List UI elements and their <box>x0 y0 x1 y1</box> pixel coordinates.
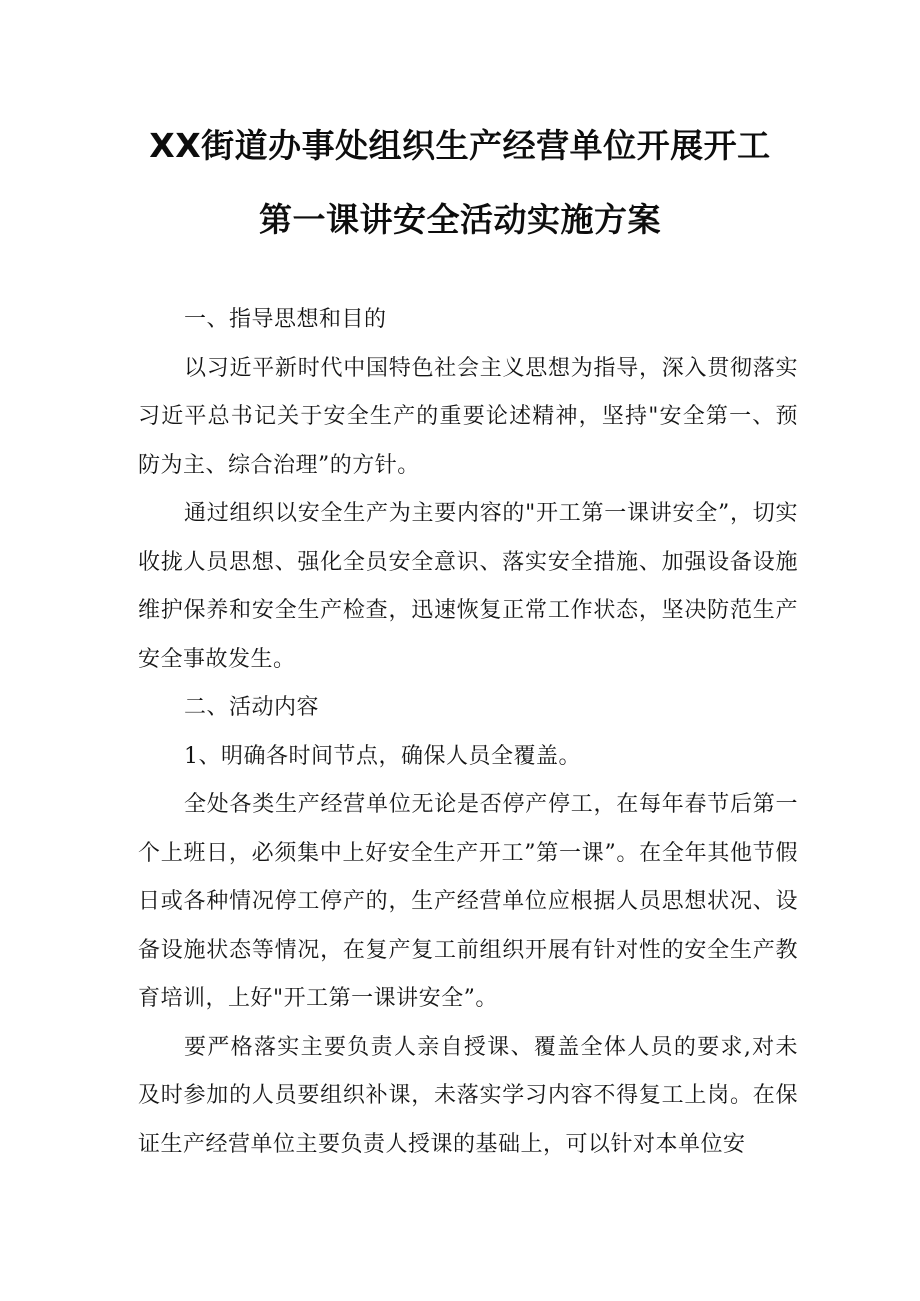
paragraph-first-workday: 全处各类生产经营单位无论是否停产停工，在每年春节后第一个上班日，必须集中上好安全生产开工”第一课”。在全年其他节假日或各种情况停工停产的，生产经营单位应根据人员思想状况、设备设施状态等情况，在复产复工前组织开展有针对性的安全生产教育培训，上好"开工第一课讲安全”。 <box>138 792 798 1011</box>
subheading-time-nodes: 1、明确各时间节点，确保人员全覆盖。 <box>184 743 581 769</box>
document-title-line-1: XX街道办事处组织生产经营单位开展开工 <box>149 126 771 165</box>
paragraph-purpose: 通过组织以安全生产为主要内容的"开工第一课讲安全”，切实收拢人员思想、强化全员安全意识、落实安全措施、加强设备设施维护保养和安全生产检查，迅速恢复正常工作状态，坚决防范生产安全事故发生。 <box>138 501 798 672</box>
section-heading-guiding-ideology: 一、指导思想和目的 <box>184 307 387 332</box>
document-title-line-2: 第一课讲安全活动实施方案 <box>259 200 661 239</box>
section-heading-activity-content: 二、活动内容 <box>184 695 320 720</box>
paragraph-guiding-ideology: 以习近平新时代中国特色社会主义思想为指导，深入贯彻落实习近平总书记关于安全生产的重要论述精神，坚持"安全第一、预防为主、综合治理”的方针。 <box>138 355 798 478</box>
paragraph-responsible-person: 要严格落实主要负责人亲自授课、覆盖全体人员的要求,对未及时参加的人员要组织补课，未落实学习内容不得复工上岗。在保证生产经营单位主要负责人授课的基础上，可以针对本单位安 <box>138 1034 798 1157</box>
document-body <box>138 296 798 1169</box>
